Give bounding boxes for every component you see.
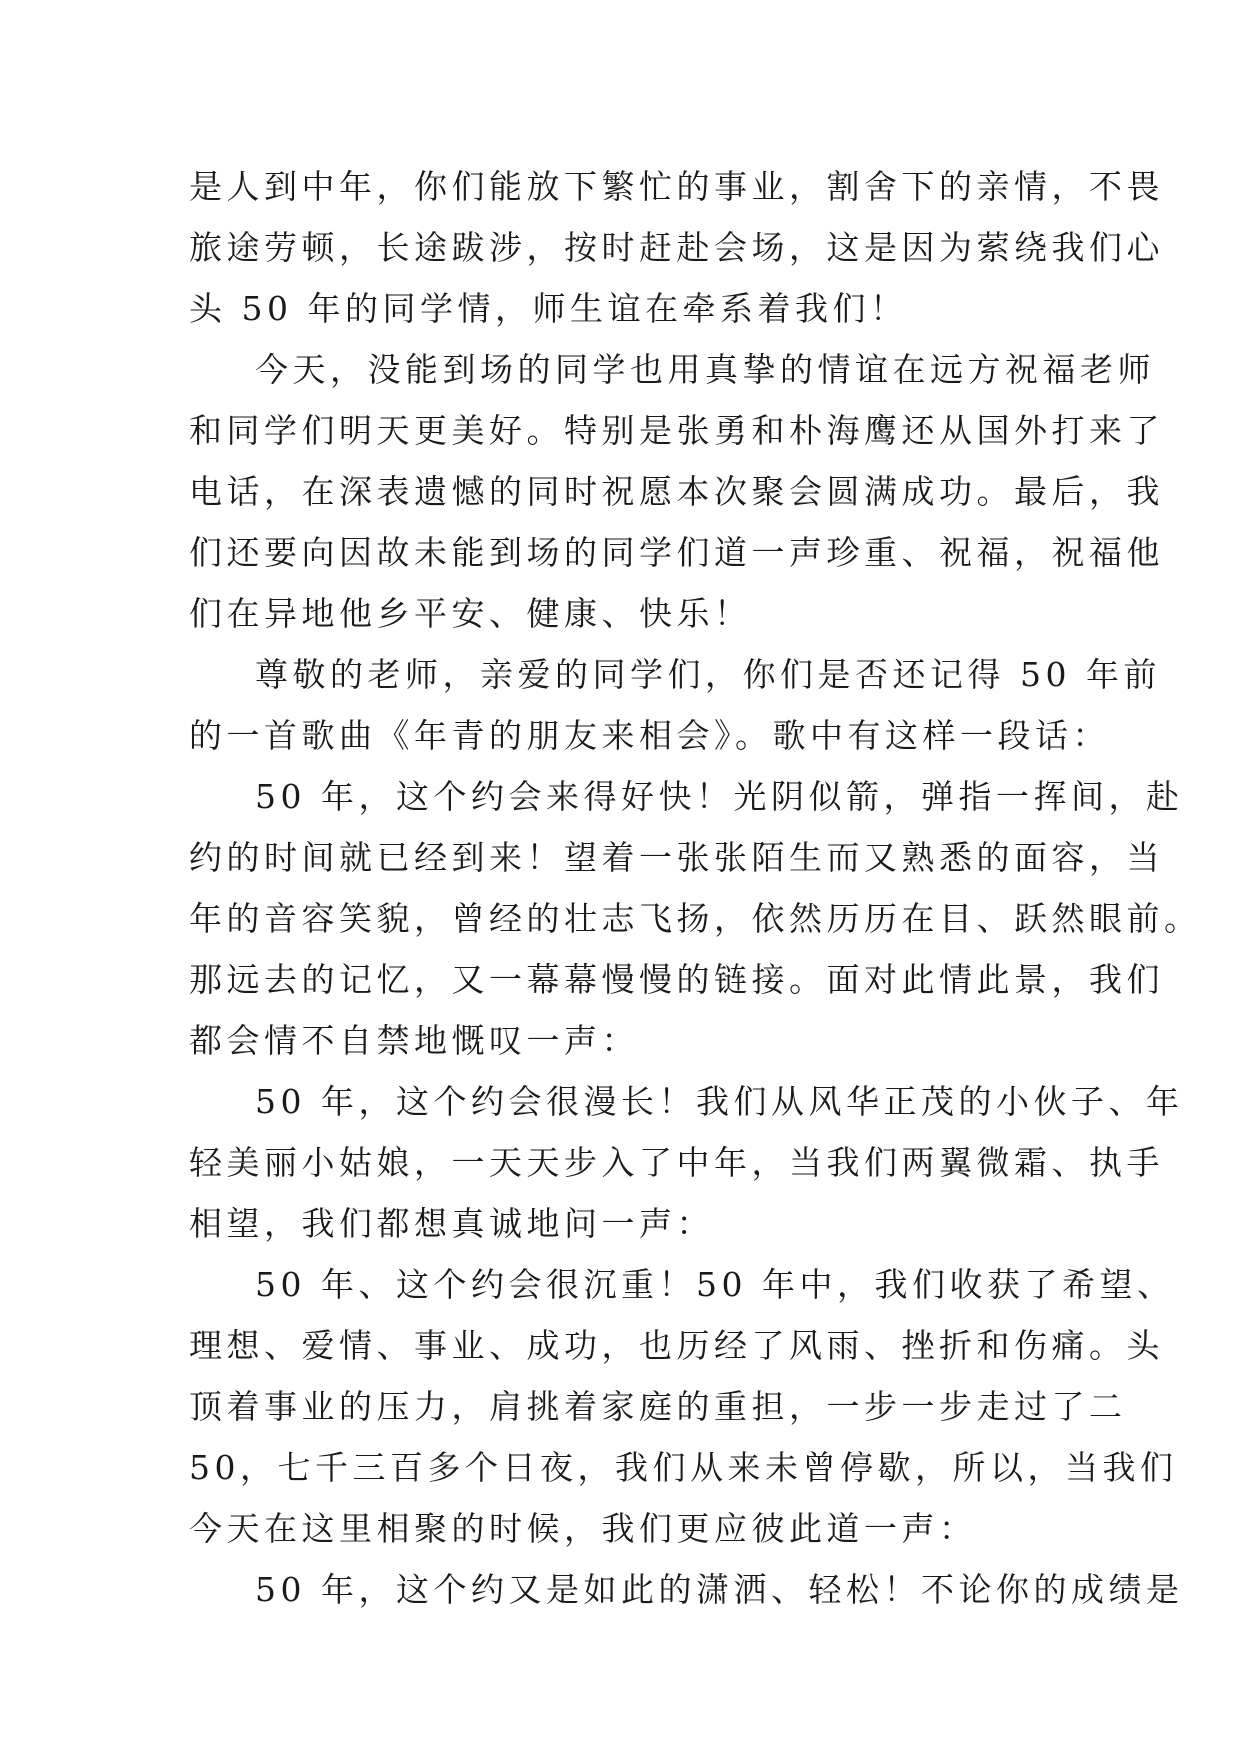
text-line: 那远去的记忆，又一幕幕慢慢的链接。面对此情此景，我们 (189, 960, 1164, 999)
text-line: 50 年、这个约会很沉重！50 年中，我们收获了希望、 (255, 1265, 1175, 1304)
text-line: 尊敬的老师，亲爱的同学们，你们是否还记得 50 年前 (255, 655, 1161, 694)
text-line: 年的音容笑貌，曾经的壮志飞扬，依然历历在目、跃然眼前。 (189, 899, 1202, 938)
text-line: 顶着事业的压力，肩挑着家庭的重担，一步一步走过了二 (189, 1387, 1127, 1426)
text-line: 今天，没能到场的同学也用真挚的情谊在远方祝福老师 (255, 350, 1155, 389)
text-line: 们还要向因故未能到场的同学们道一声珍重、祝福，祝福他 (189, 533, 1164, 572)
text-line: 旅途劳顿，长途跋涉，按时赶赴会场，这是因为萦绕我们心 (189, 228, 1164, 267)
text-line: 50 年，这个约会很漫长！我们从风华正茂的小伙子、年 (255, 1082, 1184, 1121)
text-line: 和同学们明天更美好。特别是张勇和朴海鹰还从国外打来了 (189, 411, 1164, 450)
text-line: 头 50 年的同学情，师生谊在牵系着我们！ (189, 289, 908, 328)
text-line: 约的时间就已经到来！望着一张张陌生而又熟悉的面容，当 (189, 838, 1164, 877)
text-line: 的一首歌曲《年青的朋友来相会》。歌中有这样一段话： (189, 716, 1110, 755)
document-page (189, 156, 1202, 1620)
text-line: 是人到中年，你们能放下繁忙的事业，割舍下的亲情，不畏 (189, 167, 1164, 206)
text-line: 相望，我们都想真诚地问一声： (189, 1204, 714, 1243)
text-line: 们在异地他乡平安、健康、快乐！ (189, 594, 752, 633)
text-line: 50 年，这个约又是如此的潇洒、轻松！不论你的成绩是 (255, 1570, 1184, 1609)
text-line: 轻美丽小姑娘，一天天步入了中年，当我们两翼微霜、执手 (189, 1143, 1164, 1182)
text-line: 电话，在深表遗憾的同时祝愿本次聚会圆满成功。最后，我 (189, 472, 1164, 511)
text-line: 50 年，这个约会来得好快！光阴似箭，弹指一挥间，赴 (255, 777, 1184, 816)
text-line: 50，七千三百多个日夜，我们从来未曾停歇，所以，当我们 (189, 1448, 1178, 1487)
text-line: 理想、爱情、事业、成功，也历经了风雨、挫折和伤痛。头 (189, 1326, 1164, 1365)
text-line: 都会情不自禁地慨叹一声： (189, 1021, 639, 1060)
text-line: 今天在这里相聚的时候，我们更应彼此道一声： (189, 1509, 977, 1548)
